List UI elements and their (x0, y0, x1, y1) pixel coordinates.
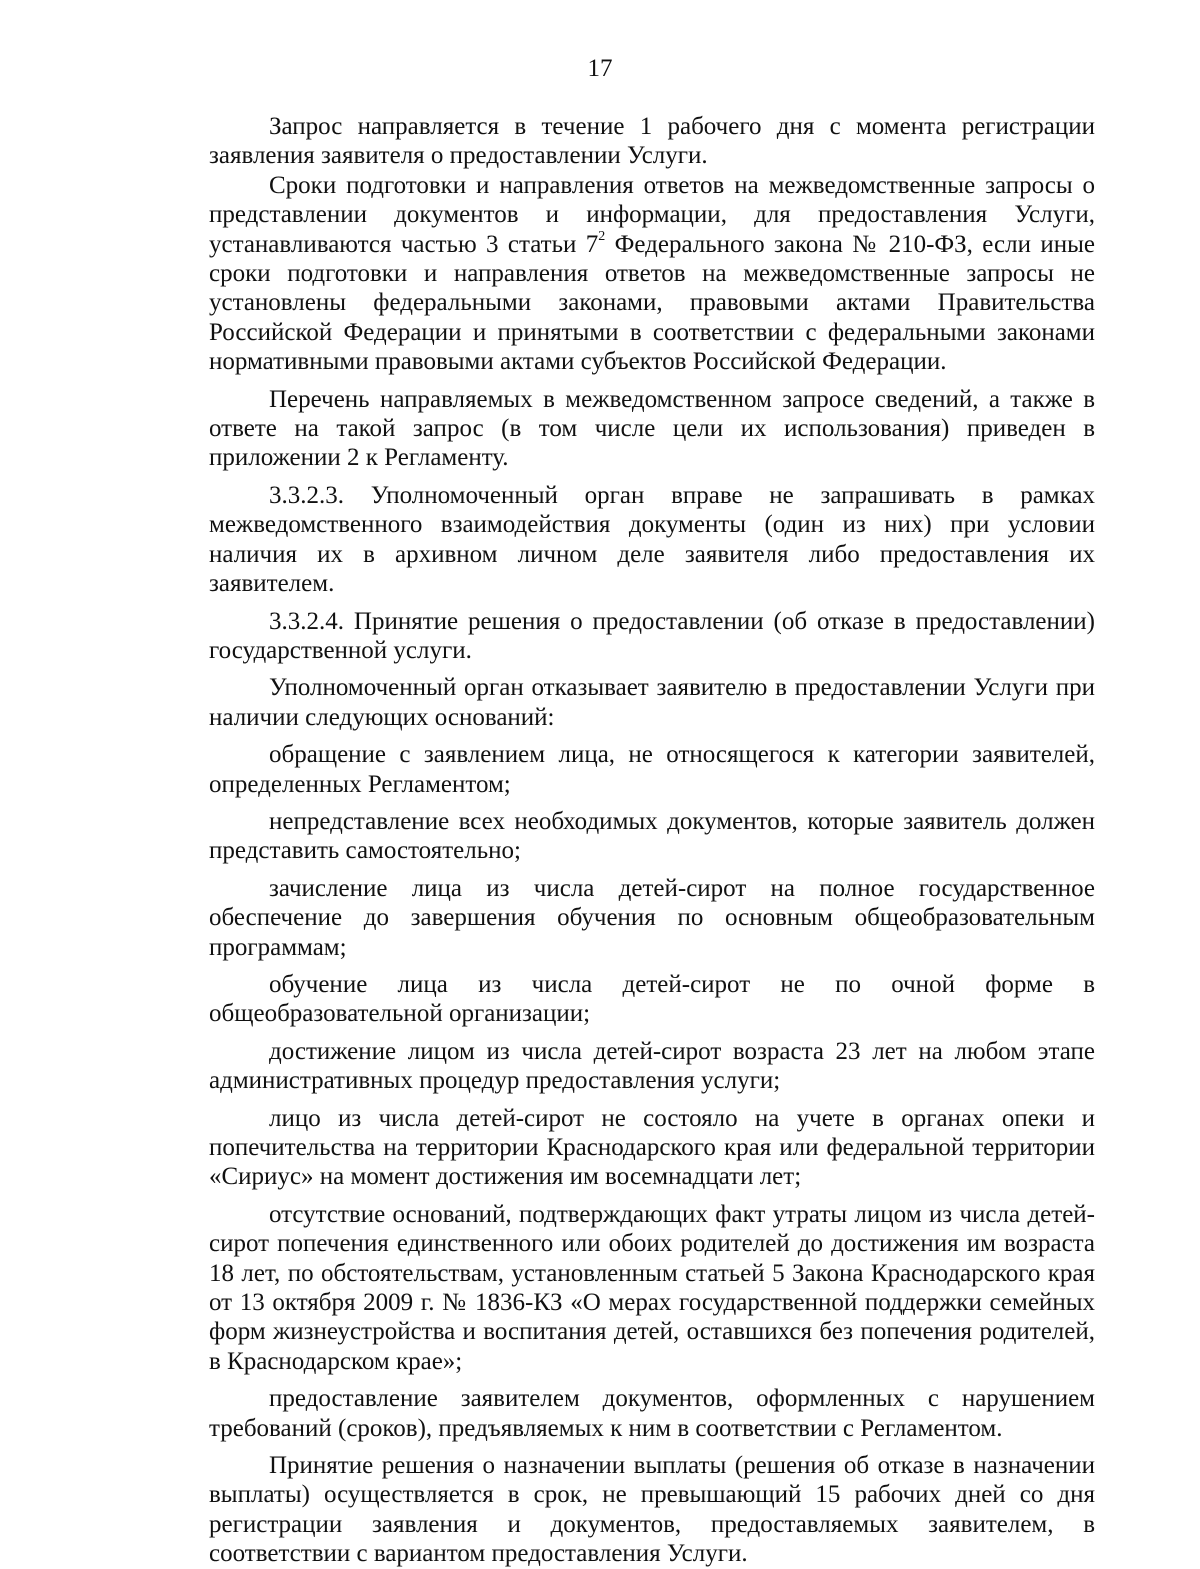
paragraph (209, 171, 1095, 377)
paragraph: достижение лицом из числа детей-сирот возраста 23 лет на любом этапе административных процедур предоставления услуги; (209, 1037, 1095, 1095)
superscript: 2 (598, 229, 606, 245)
document-body (209, 112, 1095, 1569)
paragraph: зачисление лица из числа детей-сирот на полное государственное обеспечение до завершения обучения по основным общеобразовательным программам; (209, 874, 1095, 961)
paragraph: Перечень направляемых в межведомственном запросе сведений, а также в ответе на такой запрос (в том числе цели их использования) приведен в приложении 2 к Регламенту. (209, 385, 1095, 472)
paragraph-text-part: Федерального закона № 210-ФЗ, если иные сроки подготовки и направления ответов на межведомственные запросы не установлены федеральными законами, правовыми актами Правительства Российской Федерации и принятыми в соответствии с федеральными законами нормативными правовыми актами субъектов Российской Федерации. (209, 230, 1095, 376)
paragraph: 3.3.2.3. Уполномоченный орган вправе не запрашивать в рамках межведомственного взаимодействия документы (один из них) при условии наличия их в архивном личном деле заявителя либо предоставления их заявителем. (209, 481, 1095, 598)
paragraph: лицо из числа детей-сирот не состояло на учете в органах опеки и попечительства на территории Краснодарского края или федеральной территории «Сириус» на момент достижения им восемнадцати лет; (209, 1104, 1095, 1191)
paragraph: обращение с заявлением лица, не относящегося к категории заявителей, определенных Регламентом; (209, 741, 1095, 798)
paragraph: предоставление заявителем документов, оформленных с нарушением требований (сроков), предъявляемых к ним в соответствии с Регламентом. (209, 1385, 1095, 1442)
paragraph: Уполномоченный орган отказывает заявителю в предоставлении Услуги при наличии следующих оснований: (209, 674, 1095, 731)
paragraph: Запрос направляется в течение 1 рабочего дня с момента регистрации заявления заявителя о предоставлении Услуги. (209, 113, 1095, 170)
paragraph: отсутствие оснований, подтверждающих факт утраты лицом из числа детей-сирот попечения единственного или обоих родителей до достижения им возраста 18 лет, по обстоятельствам, установленным статьей 5 Закона Краснодарского края от 13 октября 2009 г. № 1836-КЗ «О мерах государственной поддержки семейных форм жизнеустройства и воспитания детей, оставшихся без попечения родителей, в Краснодарском крае»; (209, 1200, 1095, 1375)
paragraph: Принятие решения о назначении выплаты (решения об отказе в назначении выплаты) осуществляется в срок, не превышающий 15 рабочих дней со дня регистрации заявления и документов, предоставляемых заявителем, в соответствии с вариантом предоставления Услуги. (209, 1452, 1095, 1568)
page-number: 17 (587, 55, 613, 82)
paragraph: 3.3.2.4. Принятие решения о предоставлении (об отказе в предоставлении) государственной услуги. (209, 607, 1095, 664)
paragraph: обучение лица из числа детей-сирот не по очной форме в общеобразовательной организации; (209, 970, 1095, 1028)
paragraph: непредставление всех необходимых документов, которые заявитель должен представить самостоятельно; (209, 807, 1095, 865)
paragraph-text-part: Сроки подготовки и направления ответов на межведомственные запросы о представлении документов и информации, для предоставления Услуги, устанавливаются частью 3 статьи 7 (209, 171, 1095, 258)
